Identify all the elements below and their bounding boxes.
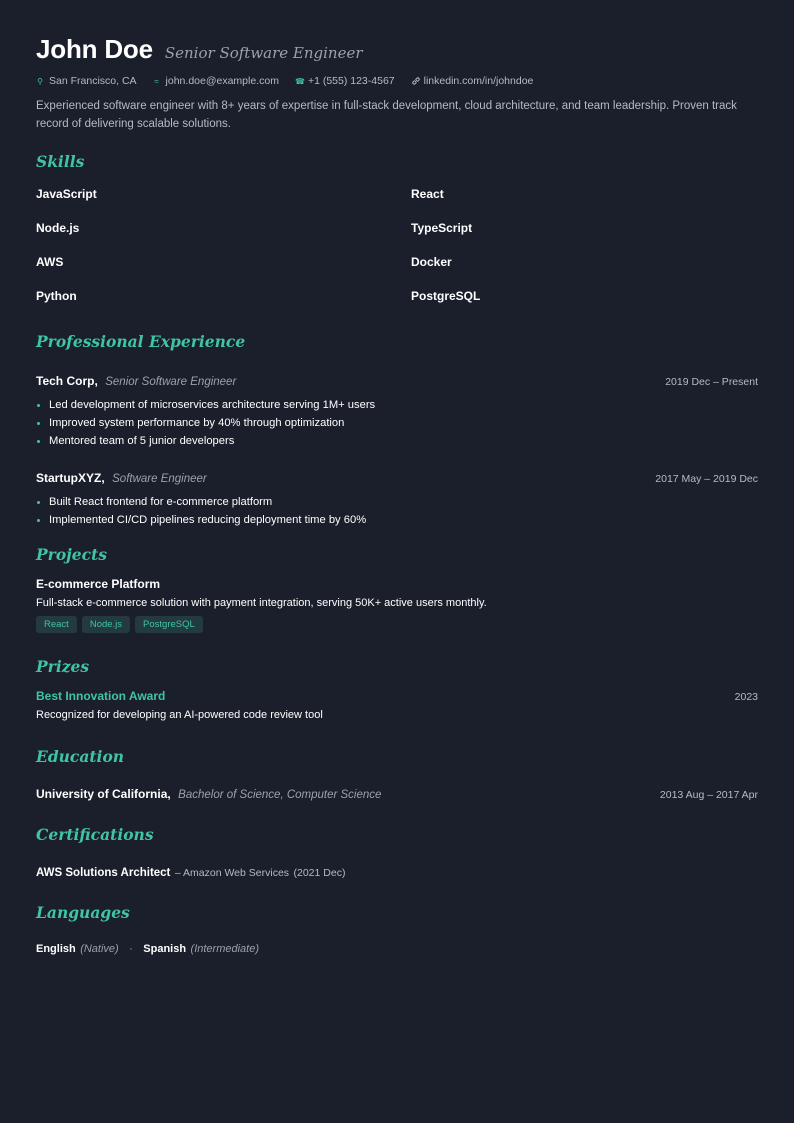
skill-item: TypeScript [411,221,473,235]
prize-header [36,689,758,703]
certification-date: (2021 Dec) [293,867,346,879]
certification-entry [36,863,758,881]
person-name: John Doe [36,34,153,64]
project-name: E-commerce Platform [36,577,161,591]
contact-phone[interactable] [295,75,395,87]
contact-phone-text[interactable]: +1 (555) 123-4567 [307,75,395,87]
project-tags [36,616,758,633]
projects-section [36,545,758,633]
education-date: 2013 Aug – 2017 Apr [659,789,758,801]
school-name: University of California, [36,787,171,801]
certifications-section [36,825,758,881]
experience-entry [36,372,758,450]
experience-header [36,469,758,487]
section-title-certifications: Certifications [36,825,154,844]
job-role: Software Engineer [112,473,207,485]
prizes-section [36,657,758,721]
job-date: 2017 May – 2019 Dec [655,473,758,485]
language-name: Spanish [143,943,187,955]
certification-name: AWS Solutions Architect [36,867,171,879]
language-level: (Native) [80,943,119,955]
section-title-skills: Skills [36,152,85,171]
language-level: (Intermediate) [190,943,260,955]
achievement-item: Implemented CI/CD pipelines reducing deployment time by 60% [36,511,758,529]
contact-location-text: San Francisco, CA [49,75,137,87]
language-name: English [36,943,76,955]
skills-grid [36,187,758,303]
section-title-projects: Projects [36,545,107,564]
link-icon [411,76,419,86]
skill-item: JavaScript [36,187,97,201]
section-title-experience: Professional Experience [36,332,246,351]
phone-icon: ☎ [294,76,305,86]
achievement-item: Led development of microservices architecture serving 1M+ users [36,396,758,414]
resume-page [36,34,758,133]
project-description: Full-stack e-commerce solution with payment integration, serving 50K+ active users monthly. [36,597,487,609]
tech-tag: React [36,616,77,633]
profile-summary: Experienced software engineer with 8+ years of expertise in full-stack development, cloud architecture, and team leadership. Proven track record of delivering scalable solutions. [36,100,737,130]
job-role: Senior Software Engineer [105,376,237,388]
degree-name: Bachelor of Science, Computer Science [178,789,382,801]
education-entry [36,785,758,803]
company-name: StartupXYZ, [36,471,105,485]
skill-item: React [411,187,444,201]
job-date: 2019 Dec – Present [665,376,758,388]
experience-section [36,332,758,529]
project-entry [36,577,758,633]
achievement-list [36,396,758,450]
section-title-languages: Languages [36,903,130,922]
achievement-item: Mentored team of 5 junior developers [36,432,758,450]
prize-name: Best Innovation Award [36,689,166,703]
person-title: Senior Software Engineer [164,44,363,62]
contact-linkedin-text[interactable]: linkedin.com/in/johndoe [423,75,534,87]
resume-header [36,34,758,65]
prize-entry [36,689,758,721]
language-separator: · [129,943,133,955]
company-name: Tech Corp, [36,374,98,388]
languages-list [36,939,758,957]
achievement-list [36,493,758,529]
skill-item: Python [36,289,77,303]
skill-item: Node.js [36,221,80,235]
tech-tag: Node.js [82,616,130,633]
contact-linkedin[interactable] [411,75,534,87]
location-pin-icon: ⚲ [37,76,43,86]
section-title-prizes: Prizes [36,657,90,676]
contact-location [36,75,137,87]
contact-email[interactable] [153,75,279,87]
contact-row [36,75,758,87]
achievement-item: Improved system performance by 40% through optimization [36,414,758,432]
skills-section [36,152,758,303]
prize-date: 2023 [734,691,758,703]
achievement-item: Built React frontend for e-commerce platform [36,493,758,511]
experience-header [36,372,758,390]
experience-entry [36,469,758,529]
skill-item: PostgreSQL [411,289,481,303]
section-title-education: Education [36,747,125,766]
tech-tag: PostgreSQL [135,616,203,633]
skill-item: Docker [411,255,452,269]
education-section [36,747,758,803]
skill-item: AWS [36,255,64,269]
prize-description: Recognized for developing an AI-powered code review tool [36,709,323,721]
contact-email-text[interactable]: john.doe@example.com [165,75,279,87]
certification-issuer: – Amazon Web Services [174,867,290,879]
email-icon: ≈ [154,76,159,86]
languages-section [36,903,758,957]
